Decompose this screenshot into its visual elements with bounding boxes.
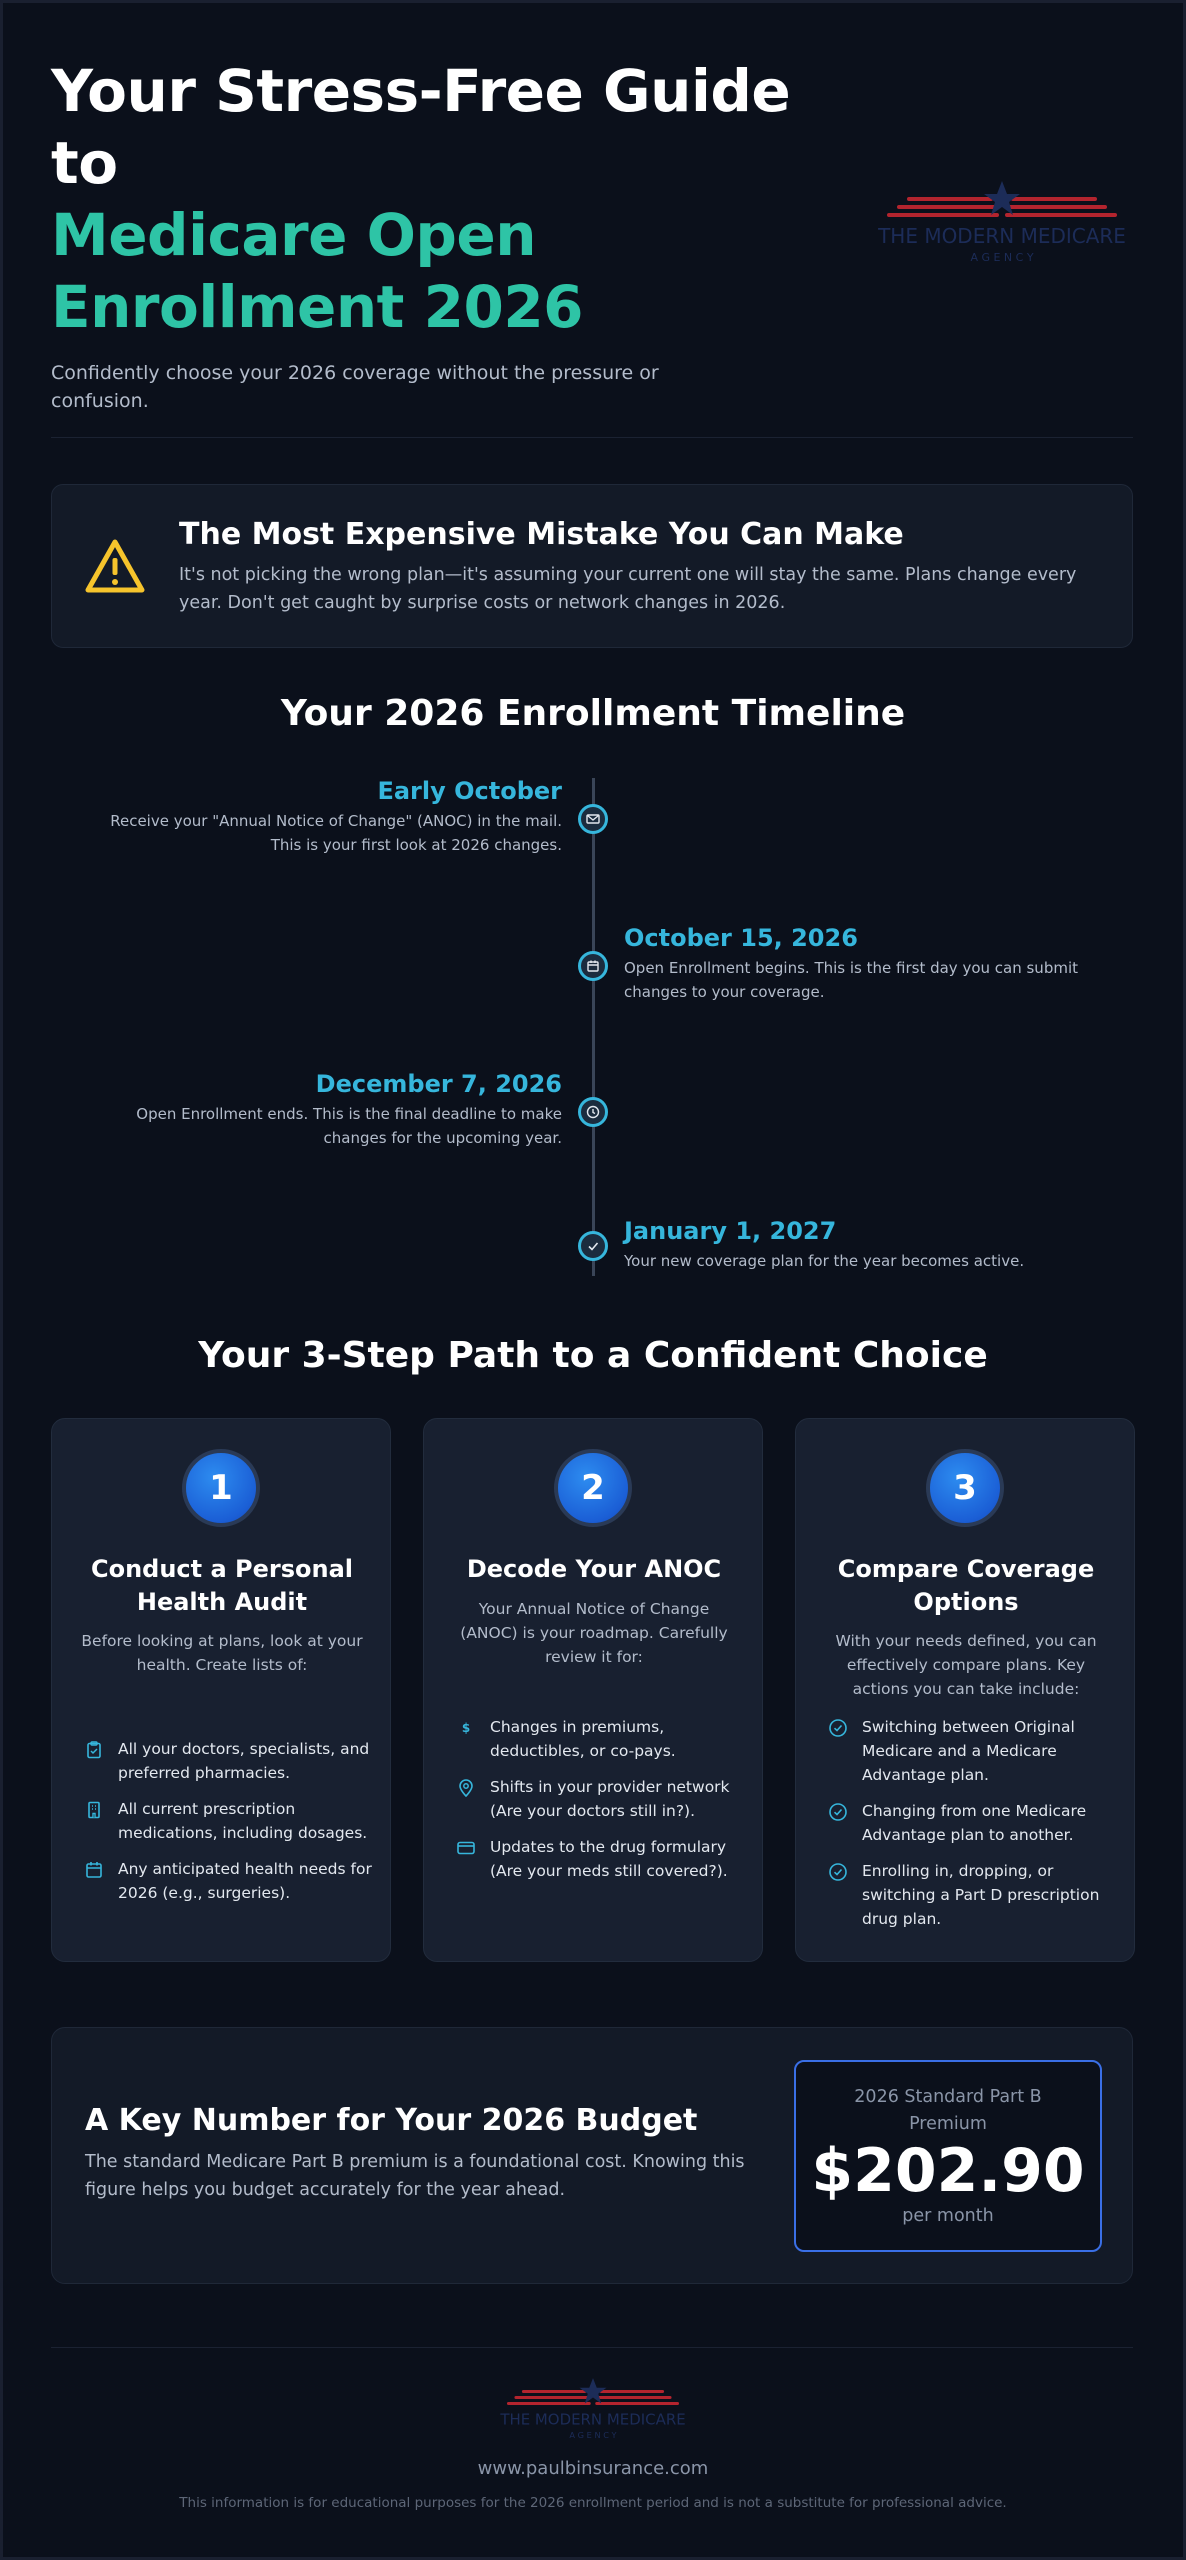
step-number-badge: 1: [182, 1449, 260, 1527]
calendar-icon: [578, 951, 608, 981]
warning-triangle-icon: [84, 537, 146, 595]
timeline-desc-line: Open Enrollment ends. This is the final deadline to make: [136, 1105, 562, 1123]
step-number-badge: 2: [554, 1449, 632, 1527]
card-icon: [456, 1838, 476, 1858]
clipboard-icon: [84, 1740, 104, 1760]
timeline-date: January 1, 2027: [624, 1217, 837, 1245]
timeline-item: [624, 1217, 1124, 1273]
list-item-text: All current prescription medications, including dosages.: [118, 1800, 368, 1842]
list-item-text: Shifts in your provider network (Are your doctors still in?).: [490, 1778, 730, 1820]
timeline-line: [592, 778, 595, 1276]
check-icon: [578, 1231, 608, 1261]
step-title: Compare Coverage Options: [837, 1555, 1095, 1616]
list-item: [828, 1859, 1118, 1931]
list-item: [84, 1797, 374, 1845]
timeline-desc: [62, 1102, 562, 1150]
list-item: [84, 1737, 374, 1785]
step-list: [456, 1715, 746, 1895]
dollar-icon: [456, 1718, 476, 1738]
map-pin-icon: [456, 1778, 476, 1798]
disclaimer: This information is for educational purposes for the 2026 enrollment period and is not a substitute for professional advice.: [179, 2495, 1007, 2511]
price-label: 2026 Standard Part B Premium: [854, 2087, 1042, 2134]
logo-tagline: A G E N C Y: [569, 2429, 617, 2440]
agency-logo-footer: [495, 2377, 691, 2445]
logo-tagline: A G E N C Y: [970, 251, 1034, 264]
list-item: [84, 1857, 374, 1905]
check-circle-icon: [828, 1802, 848, 1822]
step-title: Conduct a Personal Health Audit: [90, 1555, 354, 1616]
price-period: per month: [902, 2206, 994, 2226]
title-accent-line-1: Medicare Open: [51, 201, 537, 269]
timeline-desc: [62, 809, 562, 857]
step-card-1: [51, 1418, 391, 1962]
step-card-3: [795, 1418, 1135, 1962]
timeline-item: [624, 924, 1124, 1004]
website-link[interactable]: www.paulbinsurance.com: [477, 2458, 709, 2479]
timeline-desc-line: changes for the upcoming year.: [323, 1129, 562, 1147]
timeline-desc-line: Receive your "Annual Notice of Change" (ANOC) in the mail.: [110, 812, 562, 830]
price-amount: $202.90: [811, 2136, 1085, 2206]
list-item-text: Switching between Original Medicare and a Medicare Advantage plan.: [862, 1718, 1075, 1784]
warning-body: It's not picking the wrong plan—it's assuming your current one will stay the same. Plans change every year. Don't get caught by surprise costs or network changes in 2026.: [179, 565, 1077, 613]
timeline-desc-line: Your new coverage plan for the year becomes active.: [624, 1252, 1025, 1270]
timeline-item: [62, 777, 562, 857]
svg-text:$: $: [461, 1721, 471, 1735]
list-item: [456, 1835, 746, 1883]
title-line-2: to: [51, 129, 118, 197]
list-item-text: Updates to the drug formulary (Are your meds still covered?).: [490, 1838, 728, 1880]
warning-title: The Most Expensive Mistake You Can Make: [179, 517, 904, 552]
step-list: [828, 1715, 1118, 1943]
timeline-desc: [624, 956, 1124, 1004]
list-item: [828, 1715, 1118, 1787]
page: [3, 3, 1183, 2557]
mail-icon: [578, 804, 608, 834]
list-item-text: Changes in premiums, deductibles, or co-pays.: [490, 1718, 676, 1760]
title-accent-line-2: Enrollment 2026: [51, 273, 584, 341]
budget-title: A Key Number for Your 2026 Budget: [85, 2103, 698, 2138]
timeline-desc-line: changes to your coverage.: [624, 983, 825, 1001]
budget-callout: [51, 2027, 1133, 2284]
divider: [51, 2347, 1133, 2348]
calendar-icon: [84, 1860, 104, 1880]
list-item-text: Any anticipated health needs for 2026 (e.g., surgeries).: [118, 1860, 372, 1902]
hero: [51, 55, 831, 415]
divider: [51, 437, 1133, 438]
title-line-1: Your Stress-Free Guide: [51, 57, 791, 125]
list-item: [456, 1715, 746, 1763]
check-circle-icon: [828, 1718, 848, 1738]
list-item: [828, 1799, 1118, 1847]
page-title: [51, 55, 831, 343]
check-circle-icon: [828, 1862, 848, 1882]
timeline-desc-line: Open Enrollment begins. This is the first day you can submit: [624, 959, 1078, 977]
list-item: [456, 1775, 746, 1823]
agency-logo: [871, 181, 1133, 269]
step-title: Decode Your ANOC: [466, 1555, 722, 1583]
logo-brand-name: THE MODERN MEDICARE: [878, 224, 1126, 248]
steps-title: Your 3-Step Path to a Confident Choice: [198, 1335, 988, 1376]
budget-body: The standard Medicare Part B premium is a foundational cost. Knowing this figure helps you budget accurately for the year ahead.: [85, 2152, 745, 2200]
list-item-text: Changing from one Medicare Advantage plan to another.: [862, 1802, 1087, 1844]
timeline-title: Your 2026 Enrollment Timeline: [280, 693, 906, 734]
timeline-desc-line: This is your first look at 2026 changes.: [270, 836, 562, 854]
hero-subtitle: Confidently choose your 2026 coverage without the pressure or confusion.: [51, 362, 659, 412]
building-icon: [84, 1800, 104, 1820]
timeline-item: [62, 1070, 562, 1150]
logo-brand-name: THE MODERN MEDICARE: [500, 2410, 686, 2429]
step-intro: Before looking at plans, look at your health. Create lists of:: [81, 1632, 363, 1674]
timeline-date: October 15, 2026: [624, 924, 858, 952]
list-item-text: All your doctors, specialists, and preferred pharmacies.: [118, 1740, 370, 1782]
step-card-2: [423, 1418, 763, 1962]
list-item-text: Enrolling in, dropping, or switching a Part D prescription drug plan.: [862, 1862, 1100, 1928]
timeline-desc: [624, 1249, 1124, 1273]
step-list: [84, 1737, 374, 1917]
premium-price-box: [794, 2060, 1102, 2252]
step-number-badge: 3: [926, 1449, 1004, 1527]
clock-icon: [578, 1097, 608, 1127]
warning-callout: [51, 484, 1133, 648]
step-intro: With your needs defined, you can effectively compare plans. Key actions you can take include:: [835, 1632, 1097, 1698]
timeline-date: Early October: [377, 777, 562, 805]
step-intro: Your Annual Notice of Change (ANOC) is your roadmap. Carefully review it for:: [460, 1600, 728, 1666]
timeline-date: December 7, 2026: [315, 1070, 562, 1098]
